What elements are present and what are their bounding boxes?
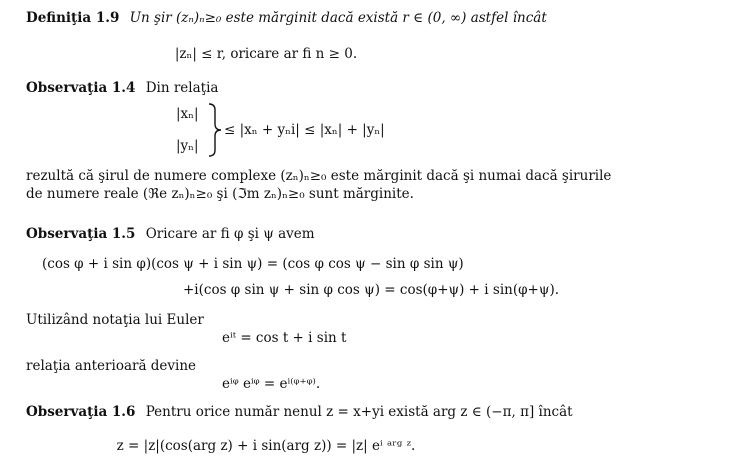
system-top-term: |xₙ| [176,106,199,122]
observation-1-6-intro: Pentru orice număr nenul z = x+yi există arg z ∈ (−π, π] încât [145,404,573,420]
definition-heading: Definiţia 1.9 [26,10,120,26]
observation-1-6-formula: z = |z|(cos(arg z) + i sin(arg z)) = |z| eⁱ ᵃʳᵍ ᶻ. [116,438,416,454]
relation-formula: eⁱᵠ eⁱᵠ = eⁱ⁽ᵠ⁺ᵠ⁾. [222,376,321,392]
equation-line-2: +i(cos φ sin ψ + sin φ cos ψ) = cos(φ+ψ) + i sin(φ+ψ). [183,282,560,298]
inequality-system [176,102,506,158]
observation-1-6-line [26,404,573,420]
definition-line [26,10,558,26]
system-rhs: ≤ |xₙ + yₙi| ≤ |xₙ| + |yₙ| [224,122,385,138]
observation-1-4-heading: Observaţia 1.4 [26,80,136,96]
observation-1-5-intro: Oricare ar fi φ şi ψ avem [145,226,315,242]
right-brace-icon [206,102,224,158]
definition-text: Un şir (zₙ)ₙ≥₀ este mărginit dacă există r ∈ (0, ∞) astfel încât [129,10,547,26]
equation-line-1: (cos φ + i sin φ)(cos ψ + i sin ψ) = (cos φ cos ψ − sin φ sin ψ) [42,256,464,272]
euler-formula: eⁱᵗ = cos t + i sin t [222,330,347,346]
observation-1-4-line [26,80,558,96]
observation-1-5-line [26,226,558,242]
observation-1-4-intro: Din relaţia [145,80,219,96]
definition-formula: |zₙ| ≤ r, oricare ar fi n ≥ 0. [174,46,358,62]
observation-1-4-text-1: rezultă că şirul de numere complexe (zₙ)ₙ≥₀ este mărginit dacă şi numai dacă şirurile [26,168,612,184]
system-bottom-term: |yₙ| [176,138,199,154]
observation-1-4-text-2: de numere reale (ℜe zₙ)ₙ≥₀ şi (ℑm zₙ)ₙ≥₀ sunt mărginite. [26,186,414,202]
observation-1-5-heading: Observaţia 1.5 [26,226,136,242]
observation-1-6-heading: Observaţia 1.6 [26,404,136,420]
relation-intro: relaţia anterioară devine [26,358,197,374]
euler-intro: Utilizând notaţia lui Euler [26,312,204,328]
